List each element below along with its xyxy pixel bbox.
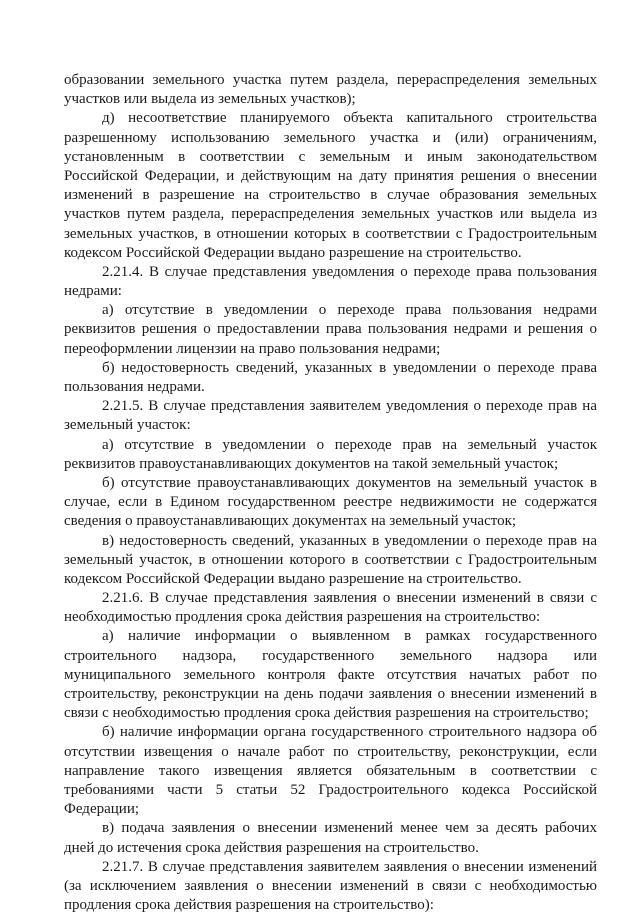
text-line: строительного надзора, государственного земельного надзора или <box>64 647 597 664</box>
text-line: изменений в разрешение на строительство в случае образования земельных <box>64 187 597 204</box>
text-line: а) наличие информации о выявленном в рамках государственного <box>102 628 597 645</box>
text-line: Российской Федерации, и действующим на дату принятия решения о внесении <box>64 167 597 184</box>
text-line: 2.21.7. В случае представления заявителем заявления о внесении изменений <box>102 858 597 875</box>
text-line: направление такого извещения является обязательным в соответствии с <box>64 762 597 779</box>
text-line: земельный участок: <box>64 417 191 434</box>
text-line: строительству, реконструкции на день подачи заявления о внесении изменений в <box>64 686 597 702</box>
document-body <box>64 71 597 915</box>
text-line: требованиями части 5 статьи 52 Градостроительного кодекса Российской <box>64 781 597 798</box>
text-line: дней до истечения срока действия разрешения на строительство. <box>64 839 479 856</box>
text-line: переоформлении лицензии на право пользования недрами; <box>64 340 441 357</box>
text-line: участков путем раздела, перераспределения земельных участков или выдела из <box>64 206 597 223</box>
text-line: 2.21.5. В случае представления заявителем уведомления о переходе прав на <box>102 398 597 415</box>
text-line: д) несоответствие планируемого объекта капитального строительства <box>102 110 597 127</box>
text-line: продления срока действия разрешения на строительство): <box>64 897 434 914</box>
text-line: б) наличие информации органа государственного строительного надзора об <box>102 724 597 741</box>
text-line: кодексом Российской Федерации выдано разрешение на строительство. <box>64 244 522 261</box>
text-line: реквизитов решения о предоставлении права пользования недрами и решения о <box>64 321 597 338</box>
text-line: пользования недрами. <box>64 379 205 395</box>
text-line: 2.21.6. В случае представления заявления о внесении изменений в связи с <box>102 590 597 607</box>
text-line: б) отсутствие правоустанавливающих документов на земельный участок в <box>102 474 597 491</box>
text-line: (за исключением заявления о внесении изменений в связи с необходимостью <box>64 877 597 894</box>
text-line: установленным в соответствии с земельным и иным законодательством <box>64 148 597 165</box>
text-line: участков или выдела из земельных участков); <box>64 91 356 108</box>
text-line: б) недостоверность сведений, указанных в уведомлении о переходе права <box>102 359 597 376</box>
text-line: 2.21.4. В случае представления уведомления о переходе права пользования <box>102 263 597 280</box>
text-line: земельных участков, в отношении которых в соответствии с Градостроительным <box>64 225 597 242</box>
text-line: случае, если в Едином государственном реестре недвижимости не содержатся <box>64 494 597 511</box>
text-line: муниципального земельного контроля факте отсутствия начатых работ по <box>64 666 597 683</box>
text-line: кодексом Российской Федерации выдано разрешение на строительство. <box>64 570 522 587</box>
text-line: земельный участок, в отношении которого в соответствии с Градостроительным <box>64 551 597 568</box>
text-line: образовании земельного участка путем раздела, перераспределения земельных <box>64 72 597 88</box>
text-line: в) подача заявления о внесении изменений менее чем за десять рабочих <box>102 820 597 837</box>
text-line: сведения о правоустанавливающих документах на земельный участок; <box>64 513 517 530</box>
text-line: Федерации; <box>64 801 140 818</box>
text-line: реквизитов правоустанавливающих документов на такой земельный участок; <box>64 455 559 472</box>
text-line: отсутствии извещения о начале работ по строительству, реконструкции, если <box>64 743 597 760</box>
text-line: необходимостью продления срока действия разрешения на строительство: <box>64 609 541 626</box>
text-line: а) отсутствие в уведомлении о переходе прав на земельный участок <box>102 436 597 453</box>
text-line: в) недостоверность сведений, указанных в уведомлении о переходе прав на <box>102 532 597 549</box>
text-line: недрами: <box>64 283 122 300</box>
text-line: а) отсутствие в уведомлении о переходе права пользования недрами <box>102 302 597 319</box>
text-line: разрешенному использованию земельного участка и (или) ограничениям, <box>64 129 597 146</box>
text-line: связи с необходимостью продления срока действия разрешения на строительство; <box>64 705 589 722</box>
